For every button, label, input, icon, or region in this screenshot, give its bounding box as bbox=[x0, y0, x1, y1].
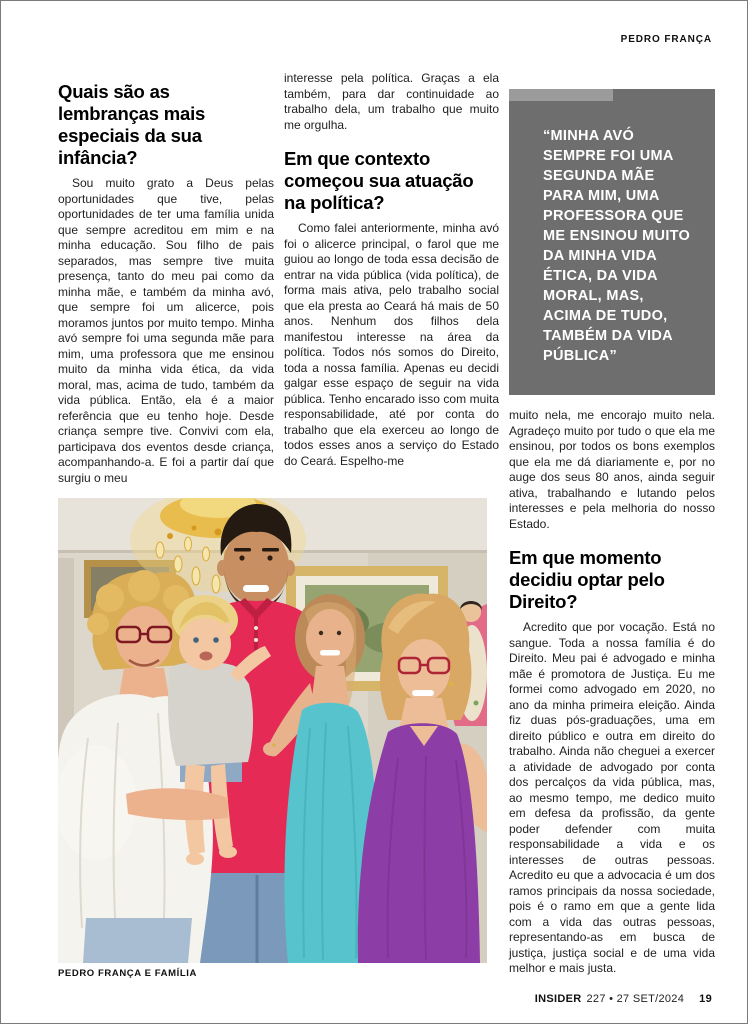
family-photo bbox=[58, 498, 487, 963]
pull-quote-tab-decoration bbox=[509, 89, 613, 101]
pull-quote-text: “MINHA AVÓ SEMPRE FOI UMA SEGUNDA MÃE PARA MIM, UMA PROFESSORA QUE ME ENSINOU MUITO DA MINHA VIDA ÉTICA, DA VIDA MORAL, MAS, ACIMA DE TUDO, TAMBÉM DA VIDA PÚBLICA” bbox=[543, 128, 691, 364]
page-number: 19 bbox=[699, 993, 712, 1005]
question-heading-1: Quais são as lembranças mais especiais da sua infância? bbox=[58, 81, 206, 168]
running-title: PEDRO FRANÇA bbox=[620, 34, 712, 45]
magazine-name: INSIDER bbox=[534, 993, 582, 1005]
photo-caption: PEDRO FRANÇA E FAMÍLIA bbox=[58, 968, 197, 979]
answer-1-part-1: Sou muito grato a Deus pelas oportunidades que tive, pelas oportunidades de ter uma família unida que sempre acreditou em mim e na minha educação. Sou filho de pais separados, mas sempre tive muita presença, tanto do meu pai como da minha mãe, e também da minha avó, que sempre foi um alicerce, pois moramos juntos por muito tempo. Minha avó sempre foi uma segunda mãe para mim, uma professora que me ensinou muito da minha vida ética, da vida moral, mas, acima de tudo, também da vida pública. Então, ela é a maior referência que eu tenho hoje. Desde criança sempre tive. Convivi com ela, participava dos eventos desde criança, acompanhando-a. E foi a partir daí que surgiu o meu bbox=[58, 176, 274, 485]
column-3 bbox=[509, 89, 715, 977]
question-heading-3: Em que momento decidiu optar pelo Direito? bbox=[509, 547, 665, 612]
answer-2-part-2: muito nela, me encorajo muito nela. Agradeço muito por tudo o que ela me ensinou, por todos os bons exemplos que ela me dá diariamente e, por no auge dos seus 80 anos, ainda seguir ativa, trabalhando e lutando pelos interesses e pela melhoria do nosso Estado. bbox=[509, 408, 715, 531]
page-footer bbox=[535, 993, 712, 1005]
issue-info: 227 • 27 SET/2024 bbox=[586, 993, 685, 1005]
answer-2-part-1: Como falei anteriormente, minha avó foi o alicerce principal, o farol que me guiou ao longo de toda essa decisão de entrar na vida pública (vida política), de forma mais ativa, pelo trabalho social que ela presta ao Ceará há mais de 50 anos. Nenhum dos filhos dela manifestou interesse na área da política. Todos nós somos do Direito, toda a nossa família. Apenas eu decidi galgar esse espaço de seguir na vida pública. Tenho encarado isso com muita responsabilidade, até por conta do trabalho que ela exerceu ao longo de todos esses anos a serviço do Estado do Ceará. Espelho-me bbox=[284, 221, 499, 468]
answer-1-part-2: interesse pela política. Graças a ela também, para dar continuidade ao trabalho dela, um trabalho que muito me orgulha. bbox=[284, 71, 499, 132]
column-2 bbox=[284, 71, 499, 469]
running-header bbox=[621, 34, 712, 45]
answer-3: Acredito que por vocação. Está no sangue. Toda a nossa família é do Direito. Meu pai é advogado e minha mãe é promotora de Justiça. Eu me formei como advogado em 2020, no ano da minha primeira eleição. Ainda fiz duas pós-graduações, uma em direito público e outra em direito do trabalho. Ainda não cheguei a exercer a atividade de advogado por conta dos percalços da vida pública, mas, ao mesmo tempo, me dedico muito em defesa da profissão, da gente poder defender com muita responsabilidade a vida e os interesses de outras pessoas. Acredito eu que a advocacia é um dos ramos principais da nossa sociedade, pois é o ramo em que a gente lida com a vida das outras pessoas, representando-as em busca de justiça, justiça social e de uma vida melhor e mais justa. bbox=[509, 620, 715, 975]
family-photo-illustration bbox=[58, 498, 487, 963]
pull-quote-box bbox=[509, 89, 715, 395]
column-1 bbox=[58, 81, 274, 486]
question-heading-2: Em que contexto começou sua atuação na política? bbox=[284, 148, 474, 213]
